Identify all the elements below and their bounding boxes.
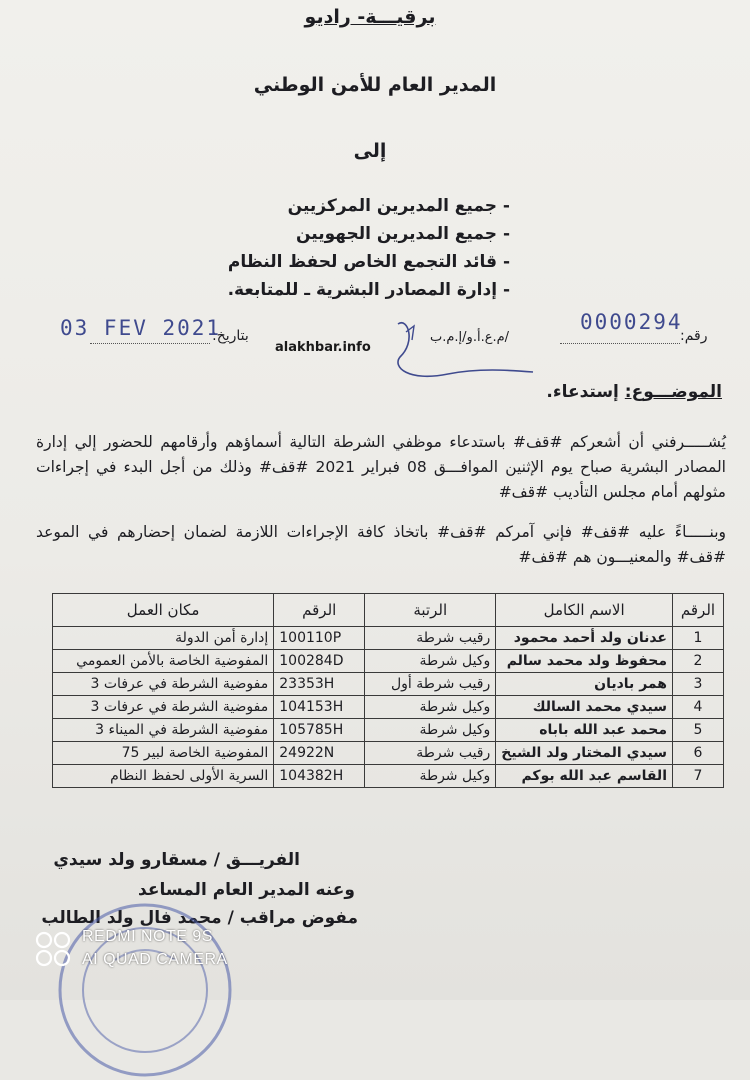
table-row <box>53 696 724 719</box>
to-label: إلى <box>353 140 387 162</box>
cell-id: 24922N <box>274 742 365 765</box>
cell-num: 2 <box>673 650 724 673</box>
cell-id: 100110P <box>274 627 365 650</box>
body-paragraph-1: يُشـــــرفني أن أشعركم #قف# باستدعاء موظفي الشرطة التالية أسماؤهم وأرقامهم للحضور إلي إدارة المصادر البشرية صباح يوم الإثنين الموافـــق 08 فبراير 2021 #قف# وذلك من أجل البدء في إجراءات مثولهم أمام مجلس التأديب #قف# <box>36 433 726 501</box>
signature-scribble <box>388 312 538 392</box>
cell-num: 3 <box>673 673 724 696</box>
cell-place: مفوضية الشرطة في عرفات 3 <box>53 673 274 696</box>
cell-place: إدارة أمن الدولة <box>53 627 274 650</box>
col-header-id: الرقم <box>274 594 365 627</box>
cell-place: المفوضية الخاصة لبير 75 <box>53 742 274 765</box>
quad-camera-icon <box>34 930 74 970</box>
cell-rank: رقيب شرطة <box>365 742 496 765</box>
signatory-line-3: مفوض مراقب / محمد فال ولد الطالب <box>41 908 358 928</box>
cell-place: السرية الأولى لحفظ النظام <box>53 765 274 788</box>
col-header-place: مكان العمل <box>53 594 274 627</box>
camera-model: REDMI NOTE 9S <box>82 928 213 945</box>
camera-feature: AI QUAD CAMERA <box>82 951 228 968</box>
table-row <box>53 650 724 673</box>
cell-rank: رقيب شرطة أول <box>365 673 496 696</box>
cell-num: 5 <box>673 719 724 742</box>
cell-name: سيدي محمد السالك <box>496 696 673 719</box>
cell-place: مفوضية الشرطة في عرفات 3 <box>53 696 274 719</box>
col-header-num: الرقم <box>673 594 724 627</box>
reference-suffix: /م.ع.أ.و/إ.م.ب <box>430 330 510 345</box>
cell-rank: وكيل شرطة <box>365 765 496 788</box>
table-header-row <box>53 594 724 627</box>
recipient-item: - جميع المديرين الجهويين <box>295 224 510 244</box>
date-label: بتاريخ: <box>212 328 249 344</box>
cell-num: 1 <box>673 627 724 650</box>
recipient-item: - جميع المديرين المركزيين <box>287 196 510 216</box>
site-watermark: alakhbar.info <box>275 340 371 355</box>
cell-id: 23353H <box>274 673 365 696</box>
col-header-name: الاسم الكامل <box>496 594 673 627</box>
recipient-item: - إدارة المصادر البشرية ـ للمتابعة. <box>227 280 510 300</box>
cell-name: عدنان ولد أحمد محمود <box>496 627 673 650</box>
signatory-line-1: الفريـــق / مسقارو ولد سيدي <box>53 850 300 870</box>
cell-name: محفوظ ولد محمد سالم <box>496 650 673 673</box>
personnel-table <box>52 593 724 788</box>
reference-label: رقم: <box>680 328 708 344</box>
date-stamp: 03 FEV 2021 <box>60 316 222 340</box>
table-row <box>53 742 724 765</box>
subject-line <box>546 382 722 402</box>
signatory-line-2: وعنه المدير العام المساعد <box>138 880 355 900</box>
table-body <box>53 627 724 788</box>
cell-name: محمد عبد الله باباه <box>496 719 673 742</box>
sender-title: المدير العام للأمن الوطني <box>253 74 497 96</box>
official-seal-stamp <box>55 900 235 1080</box>
subject-text: إستدعاء. <box>546 382 619 402</box>
table-row <box>53 673 724 696</box>
reference-number-stamp: 0000294 <box>580 310 683 334</box>
cell-rank: وكيل شرطة <box>365 696 496 719</box>
cell-id: 105785H <box>274 719 365 742</box>
document-type: برقيـــة- راديو <box>304 6 436 28</box>
cell-id: 104382H <box>274 765 365 788</box>
col-header-rank: الرتبة <box>365 594 496 627</box>
cell-id: 100284D <box>274 650 365 673</box>
cell-rank: رقيب شرطة <box>365 627 496 650</box>
table-row <box>53 627 724 650</box>
cell-num: 4 <box>673 696 724 719</box>
cell-rank: وكيل شرطة <box>365 719 496 742</box>
cell-num: 7 <box>673 765 724 788</box>
cell-name: القاسم عبد الله بوكم <box>496 765 673 788</box>
table-row <box>53 719 724 742</box>
cell-id: 104153H <box>274 696 365 719</box>
cell-name: همر باديان <box>496 673 673 696</box>
cell-name: سيدي المختار ولد الشيخ <box>496 742 673 765</box>
recipient-item: - قائد التجمع الخاص لحفظ النظام <box>227 252 510 272</box>
cell-num: 6 <box>673 742 724 765</box>
table-row <box>53 765 724 788</box>
cell-place: المفوضية الخاصة بالأمن العمومي <box>53 650 274 673</box>
reference-dotted-line <box>560 333 680 344</box>
body-paragraph-2: وبنـــــاءً عليه #قف# فإني آمركم #قف# باتخاذ كافة الإجراءات اللازمة لضمان إحضارهم في الموعد #قف# والمعنيـــون هم #قف# <box>36 523 726 566</box>
subject-label: الموضـــوع: <box>624 382 722 402</box>
cell-rank: وكيل شرطة <box>365 650 496 673</box>
cell-place: مفوضية الشرطة في الميناء 3 <box>53 719 274 742</box>
recipients-list <box>210 192 510 304</box>
